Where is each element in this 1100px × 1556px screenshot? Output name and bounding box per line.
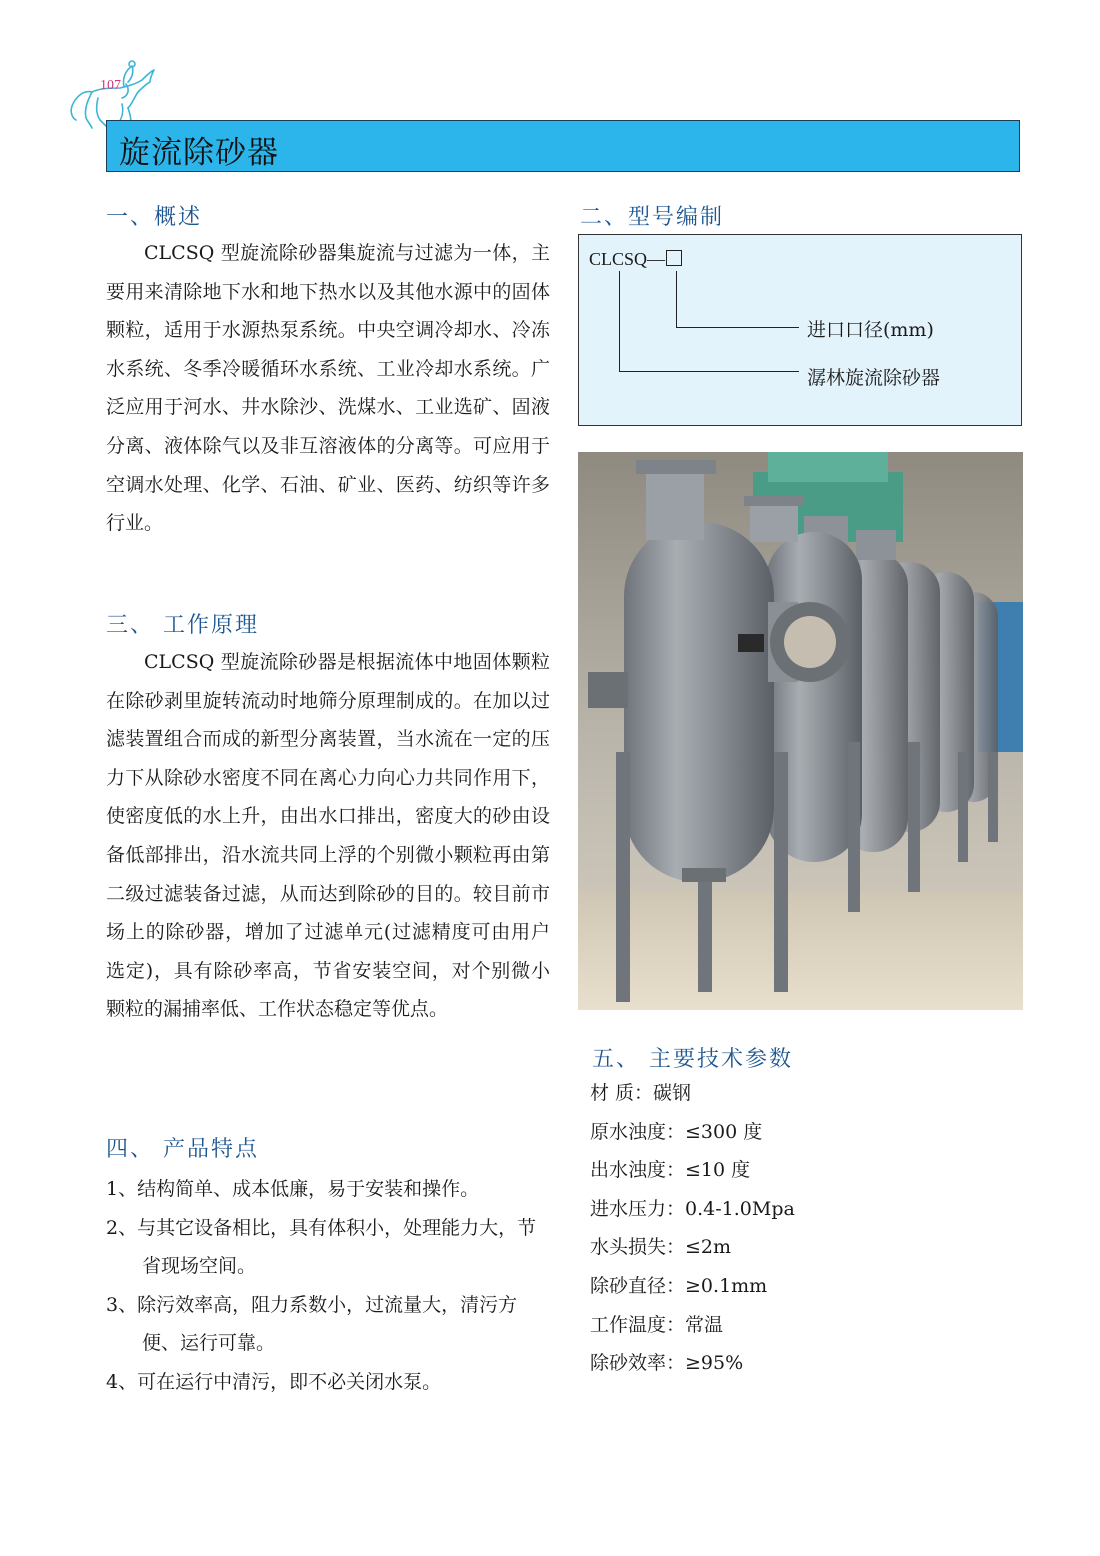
spec-label: 进水压力： (590, 1197, 686, 1220)
spec-row (590, 1306, 1010, 1345)
principle-paragraph: CLCSQ 型旋流除砂器是根据流体中地固体颗粒在除砂剥里旋转流动时地筛分原理制成的。在加以过滤装置组合而成的新型分离装置，当水流在一定的压力下从除砂水密度不同在离心力向心力共同作用下，使密度低的水上升，由出水口排出，密度大的砂由设备低部排出，沿水流共同上浮的个别微小颗粒再由第二级过滤装备过滤，从而达到除砂的目的。较目前市场上的除砂器，增加了过滤单元(过滤精度可由用户选定)，具有除砂率高，节省安装空间，对个别微小颗粒的漏捕率低、工作状态稳定等优点。 (106, 651, 550, 1021)
title-bar (106, 120, 1020, 172)
spec-label: 工作温度： (590, 1313, 686, 1336)
spec-value: ≥95% (685, 1352, 744, 1375)
model-code (589, 249, 682, 270)
spec-value: ≥0.1mm (685, 1274, 768, 1297)
spec-row (590, 1151, 1010, 1190)
spec-row (590, 1228, 1010, 1267)
spec-label: 原水浊度： (590, 1120, 686, 1143)
spec-row (590, 1344, 1010, 1383)
product-name-label: 潺林旋流除砂器 (807, 367, 941, 389)
principle-text (106, 643, 550, 1029)
spec-value: 0.4-1.0Mpa (685, 1197, 795, 1220)
page-title: 旋流除砂器 (119, 135, 279, 171)
connector-line (676, 271, 677, 327)
spec-value: 碳钢 (653, 1082, 692, 1104)
overview-heading: 一、概述 (106, 205, 203, 230)
spec-label: 水头损失： (590, 1236, 686, 1259)
model-code-box (578, 234, 1022, 426)
page-number: 107 (100, 78, 121, 93)
features-list (106, 1170, 552, 1402)
features-heading: 四、 产品特点 (106, 1137, 259, 1162)
feature-item: 3、除污效率高，阻力系数小，过流量大，清污方便、运行可靠。 (106, 1293, 518, 1355)
specs-heading: 五、 主要技术参数 (592, 1047, 793, 1072)
spec-label: 材 质： (590, 1082, 654, 1104)
spec-value: ≤300 度 (685, 1120, 763, 1143)
principle-heading: 三、 工作原理 (106, 613, 259, 638)
spec-row (590, 1113, 1010, 1152)
product-photo (578, 452, 1023, 1010)
connector-line (619, 371, 799, 372)
feature-item: 4、可在运行中清污，即不必关闭水泵。 (106, 1370, 442, 1393)
model-heading: 二、型号编制 (580, 205, 725, 230)
spec-row (590, 1190, 1010, 1229)
spec-label: 除砂效率： (590, 1352, 686, 1375)
inlet-diameter-label: 进口口径(mm) (807, 319, 934, 341)
spec-row (590, 1074, 1010, 1113)
spec-label: 除砂直径： (590, 1274, 686, 1297)
overview-text (106, 234, 550, 543)
connector-line (676, 327, 799, 328)
placeholder-square-icon (666, 250, 682, 266)
spec-row (590, 1267, 1010, 1306)
feature-item: 1、结构简单、成本低廉，易于安装和操作。 (106, 1178, 480, 1200)
spec-value: 常温 (685, 1313, 724, 1336)
connector-line (619, 271, 620, 371)
spec-label: 出水浊度： (590, 1159, 686, 1182)
specs-list (590, 1074, 1010, 1383)
model-code-text: CLCSQ— (589, 249, 666, 269)
spec-value: ≤2m (685, 1236, 732, 1259)
feature-item: 2、与其它设备相比，具有体积小，处理能力大，节省现场空间。 (106, 1216, 537, 1278)
overview-paragraph: CLCSQ 型旋流除砂器集旋流与过滤为一体，主要用来清除地下水和地下热水以及其他水源中的固体颗粒，适用于水源热泵系统。中央空调冷却水、冷冻水系统、冬季冷暖循环水系统、工业冷却水系统。广泛应用于河水、井水除沙、洗煤水、工业选矿、固液分离、液体除气以及非互溶液体的分离等。可应用于空调水处理、化学、石油、矿业、医药、纺织等许多行业。 (106, 242, 550, 535)
spec-value: ≤10 度 (685, 1159, 751, 1182)
